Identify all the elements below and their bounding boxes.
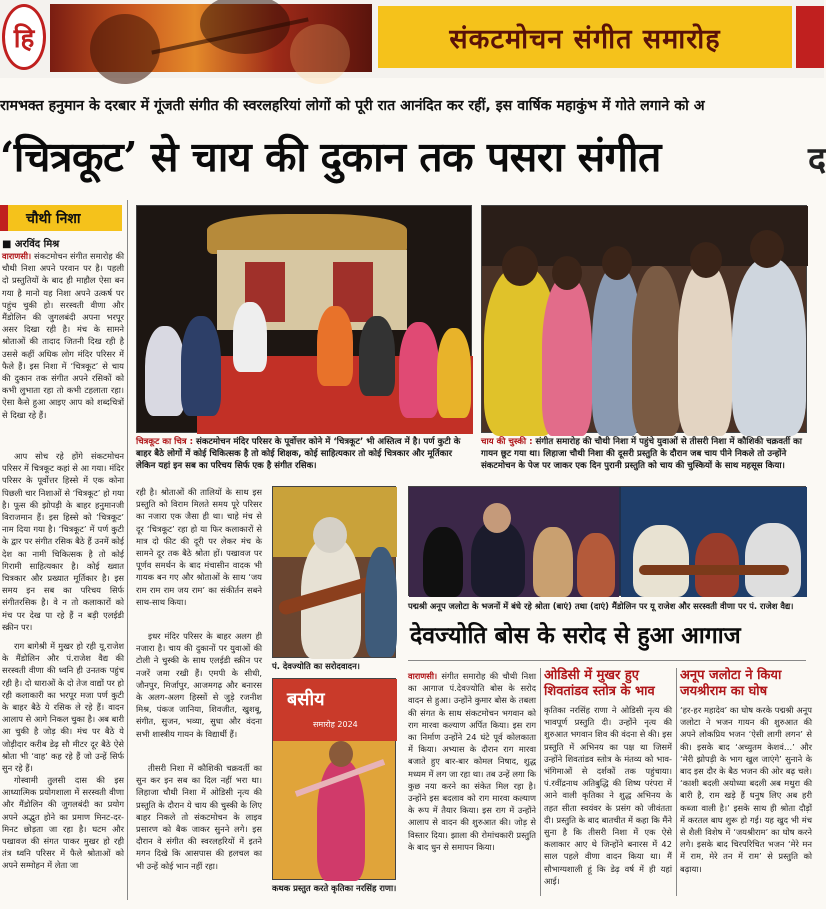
article-para: संकटमोचन संगीत समारोह की चौथी निशा अपने परवान पर है। पहली दो प्रस्तुतियों के बाद ही माहौल ऐसा बन गया है मानो यह निशा अपने उत्कर्ष पर पहुंच चुकी हो। सरस्वती वीणा और मैंडोलिन की जुगलबंदी अपना भरपूर असर दिखा रही है। मंच के सामने श्रोताओं की तादाद जितनी दिख रही है उससे कहीं अधिक लोग मंदिर परिसर में फैले हैं। इस निशा में ‘चित्रकूट’ से चाय की दुकान तक संगीत अपने रसिकों को कभी लुभाता रहा तो कभी टहलाता रहा। ऐसा कैसे हुआ आइए आप को शब्दचित्रों से दिखा रहे हैं।	[2, 251, 125, 420]
article-column-1	[2, 250, 124, 450]
caption-text: संकटमोचन मंदिर परिसर के पूर्वोत्तर कोने में ‘चित्रकूट’ भी अस्तित्व में है। पर्ण कुटी के बाहर बैठे लोगों में कोई चिकित्सक है तो कोई शिक्षक, कोई साहित्यकार तो कोई चित्रकार और मूर्तिकार लेकिन यहां इन सब का परिचय सिर्फ एक है संगीत रसिक।	[136, 437, 461, 471]
odissi-article: कृतिका नरसिंह राणा ने ओडिसी नृत्य की भावपूर्ण प्रस्तुति दी। उन्होंने नृत्य की शुरुआत भगवान शिव की वंदना से की। इस प्रस्तुति में अभिनय का पक्ष था जिसमें उन्होंने शिवतांडव स्तोत्र के मंतव्य को भाव-भंगिमाओं से दर्शकों तक पहुंचाया। पं.रवींद्रनाथ अतिबुद्धि की शिष्य परंपरा में आने वाली कृतिका ने शुद्ध अभिनय के तहत सीता स्वयंवर के प्रसंग को जीवंतता दी। प्रस्तुति के बाद बातचीत में कहा कि मैंने सुना है कि तीसरी निशा में एक ऐसे कलाकार आए थे जिन्होंने बनारस में 42 साल पहले वीणा वादन किया था। मैं सौभाग्यशाली हूं कि डेढ़ वर्ष में ही यहां आई।	[544, 705, 672, 886]
cut-off-text: द	[808, 140, 826, 180]
article-column-2b: इधर मंदिर परिसर के बाहर अलग ही नजारा है। चाय की दुकानों पर युवाओं की टोली ने चुस्की के साथ एलईडी स्क्रीन पर नजरें जमा रखी हैं। एमपी के सीधी, जौनपुर, मिर्जापुर, आजमगढ़ और बनारस के अलग-अलग हिस्सों से जुड़े रजनीश मिश्र, पंकज जानिया, शिवजीत, खुशबू, संगीत, सुजन, भव्या, सुधा और वंदना सभी शास्त्रीय गायन के विद्यार्थी हैं।	[136, 631, 262, 739]
sarod-heading: देवज्योति बोस के सरोद से हुआ आगाज	[410, 622, 741, 649]
column-divider	[127, 200, 128, 900]
sarod-article	[408, 670, 536, 896]
kathak-banner-sub: समारोह 2024	[313, 720, 358, 729]
jalota-article: ‘हर-हर महादेव’ का घोष करके पद्मश्री अनूप जलोटा ने भजन गायन की शुरुआत की अपने लोकप्रिय भजन ‘ऐसी लागी लगन’ से की। इसके बाद ‘अच्युतम केशवं…’ और ‘मेरी झोपड़ी के भाग खुल जाएंगे’ सुनाने के बाद इस दौर के बैठ भजन की ओर बढ़ चले। ‘काशी बदली अयोध्या बदली अब मथुरा की बारी है, राम खड़े हैं धनुष लिए अब हरी कब्जा वाली है।’ इसके साथ ही श्रोता दौड़ों में करतल बाघ शुरू हो गई। यह खुद भी मंच से शैली विशेष में ‘जयश्रीराम’ का घोष करने लगे। इसके बाद चिरपरिचित भजन ‘मेरे मन में राम, मेरे तन में राम’ से प्रस्तुति को बढ़ाया।	[680, 705, 812, 874]
article-column-2: रही है। श्रोताओं की तालियों के साथ इस प्रस्तुति को विराम मिलते समय पूरे परिसर का नजारा एक जैसा ही था। चाहे मंच से दूर ‘चित्रकूट’ रहा हो या फिर कलाकारों से मात्र दो फीट की दूरी पर लेकर मंच के सामने दूर तक बैठे श्रोता हों। पखावज पर पूर्णव समर्थन के बाद मंचासीन वादक भी गायक बन गए और श्रोताओं के साथ ‘जय राम राम राम जय राम’ का संकीर्तन सबने साथ-साथ किया।	[136, 487, 262, 607]
photo-tea-stall	[481, 205, 807, 433]
photo-caption-tea	[481, 436, 811, 476]
jalota-heading: अनूप जलोटा ने किया जयश्रीराम का घोष	[680, 668, 782, 699]
strap-line: रामभक्त हनुमान के दरबार में गूंजती संगीत की स्वरलहरियां लोगों को पूरी रात आनंदित कर रहीं, इस वार्षिक महाकुंभ में गोते लगाने को अ	[0, 98, 705, 114]
photo-sarod	[272, 486, 396, 658]
article-column-1d: गोस्वामी तुलसी दास की इस आध्यात्मिक प्रयोगशाला में सरस्वती वीणा और मैंडोलिन की जुगलबंदी का प्रयोग अपने अद्भुत होने का प्रमाण मिनट-दर-मिनट छोड़ता जा रहा है। घटम और पखावज की संगत पाकर मुखर हो रही तंत्र ध्वनि परिसर में फैले श्रोताओं को अपने सम्मोहन में लेता जा	[2, 775, 124, 871]
byline: ■ अरविंद मिश्र	[2, 239, 60, 250]
newspaper-logo: हि	[2, 4, 46, 70]
section-tag	[0, 205, 122, 231]
banner-illustration	[50, 4, 372, 72]
column-divider	[676, 668, 677, 896]
caption-label: चित्रकूट का चित्र :	[136, 437, 194, 447]
article-column-1c: राग बागेश्री में मुखर हो रही यू.राजेश के मैंडोलिन और पं.राजेश वैद्य की सरस्वती वीणा की ध्वनि ही उनतक पहुंच रही है। दो धाराओं के दो तेज वाद्यों पर हो रही कलाकारी का भरपूर मजा पर्ण कुटी के बाहर बैठे ये रसिक ले रहे हैं। वादन आलाप से आगे निकल चुका है। अब बारी आ चुकी है जोड़ की। मंच पर बैठे ये जोड़ीदार करीब डेढ़ सौ मीटर दूर बैठे ऐसे श्रोता भी ‘वाह’ कह रहे हैं जो उन्हें सिर्फ सुन रहे हैं।	[2, 641, 124, 774]
caption-label: चाय की चुस्की :	[481, 437, 533, 447]
banner-accent	[796, 6, 824, 68]
kathak-banner: बसीय	[273, 679, 397, 741]
photo-caption-sarod: पं. देवज्योति का सरोदवादन।	[272, 661, 360, 671]
article-column-1b: आप सोच रहे होंगे संकटमोचन परिसर में चित्रकूट कहां से आ गया। मंदिर परिसर के पूर्वोत्तर हिस्से में एक कोना पिछली चार निशाओं से ‘चित्रकूट’ हो गया है। फूस की झोपड़ी के बाहर हनुमानजी विराजमान हैं। इस हिस्से को ‘चित्रकूट’ नाम दिया गया है। ‘चित्रकूट’ में पर्ण कुटी के द्वार पर संगीत रसिक बैठे हैं उनमें कोई देश का नामी चिकित्सक है तो कोई गिरामी साहित्यकार है। कोई ख्वात चित्रकार और प्रख्यात मूर्तिकार है। इस समय इन सब का परिचय सिर्फ संगीतरसिक है। वे न तो कलाकारों को मंच पर देख पा रहे हैं न बड़ी एलईडी स्क्रीन पर।	[2, 451, 124, 632]
heading-rule	[408, 660, 806, 661]
dateline: वाराणसी।	[408, 671, 438, 681]
photo-caption-chitrakoot	[136, 436, 472, 476]
section-title: संकटमोचन संगीत समारोह	[378, 6, 792, 68]
photo-caption-jalota: पद्मश्री अनूप जलोटा के भजनों में बंधे रहे श्रोता (बाएं) तथा (दाएं) मैंडोलिन पर यू राजेश और सरस्वती वीणा पर पं. राजेश वैद्य।	[408, 601, 794, 611]
column-divider	[540, 668, 541, 896]
dateline: वाराणसी।	[2, 251, 32, 261]
article-para: संगीत समारोह की चौथी निशा का आगाज पं.देवज्योति बोस के सरोद वादन से हुआ। उन्होंने कुमार बोस के तबला की संगत के साथ संकटमोचन भगवान को राग मारवा कल्याण अर्पित किया। इस राग का निर्माण उन्होंने 24 घंटे पूर्व कोलकाता में किया। अभ्यास के दौरान राग मारवा बजाते हुए बार-बार कोमल निषाद, शुद्ध मध्यम में लग जा रहा था। तब उन्हें लगा कि कुछ नया करने का संकेत मिल रहा है। उन्होंने इस बदलाव को राग मारवा कल्याण के रूप में तैयार किया। इस राग में उन्होंने आलाप से वादन की शुरुआत की। जोड़ से विस्तार दिया। झाला की रोमांचकारी प्रस्तुति के बाद धुन से समापन किया।	[408, 671, 536, 852]
caption-text: संगीत समारोह की चौथी निशा में पहुंचे युवाओं से तीसरी निशा में कौशिकी चक्रवर्ती का गायन छूट गया था। लिहाजा चौथी निशा की दूसरी प्रस्तुति के दौरान जब चाय पीने निकले तो उन्होंने संकटमोचन के पेज पर जाकर एक दिन पुरानी प्रस्तुति को चाय की चुस्कियों के साथ महसूस किया।	[481, 437, 802, 471]
photo-kathak	[272, 678, 396, 880]
photo-caption-kathak: कथक प्रस्तुत करते कृतिका नरसिंह राणा।	[272, 883, 397, 893]
photo-chitrakoot	[136, 205, 472, 433]
odissi-heading: ओडिसी में मुखर हुए शिवतांडव स्तोत्र के भाव	[544, 668, 655, 699]
section-tag-label: चौथी निशा	[26, 210, 81, 227]
page-headline: ‘चित्रकूट’ से चाय की दुकान तक पसरा संगीत	[0, 133, 661, 181]
photo-jalota-and-duo	[408, 486, 806, 596]
article-column-2c: तीसरी निशा में कौशिकी चक्रवर्ती का सुन कर इन सब का दिल नहीं भरा था। लिहाजा चौथी निशा में ओडिसी नृत्य की प्रस्तुति के दौरान ये चाय की चुस्की के लिए बाहर निकले तो संकटमोचन के लाइव प्रसारण को बैक जाकर सुनने लगे। इस दौरान वे संगीत की स्वरलहरियों में इतने मगन दिखे कि आसपास की हलचल का भी उन्हें कोई भान नहीं रहा।	[136, 763, 262, 871]
